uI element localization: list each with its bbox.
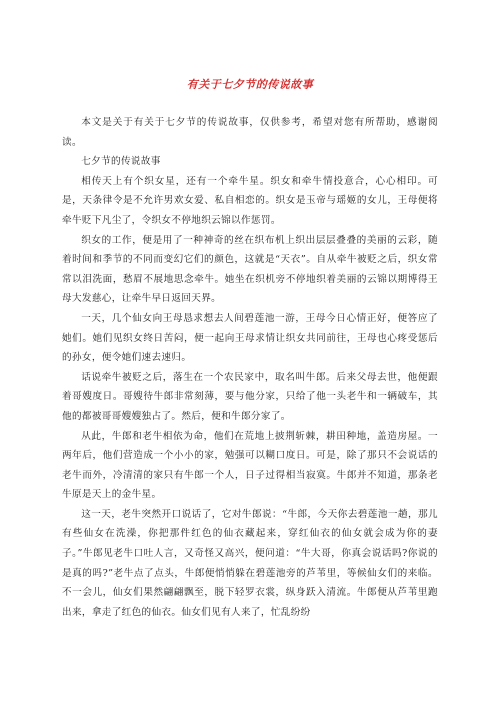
document-title: 有关于七夕节的传说故事 (186, 78, 314, 91)
intro-paragraph: 本文是关于有关于七夕节的传说故事，仅供参考，希望对您有所帮助，感谢阅读。 (62, 117, 438, 148)
body-paragraph: 话说牵牛被贬之后，落生在一个农民家中，取名叫牛郎。后来父母去世，他便跟着哥嫂度日。哥嫂待牛郎非常刻薄，要与他分家，只给了他一头老牛和一辆破车，其他的都被哥哥嫂嫂独占了。然后，便和牛郎分家了。 (62, 371, 438, 422)
body-paragraph: 一天，几个仙女向王母恳求想去人间碧莲池一游，王母今日心情正好，便答应了她们。她们见织女终日苦闷，便一起向王母求情让织女共同前往，王母也心疼受惩后的孙女，便令她们速去速归。 (62, 312, 438, 364)
body-paragraph: 织女的工作，便是用了一种神奇的丝在织布机上织出层层叠叠的美丽的云彩，随着时间和季节的不同而变幻它们的颜色，这就是“天衣”。自从牵牛被贬之后，织女常常以泪洗面，愁眉不展地思念牵牛。她坐在织机旁不停地织着美丽的云锦以期博得王母大发慈心，让牵牛早日返回天界。 (62, 234, 438, 305)
body-paragraph: 相传天上有个织女星，还有一个牵牛星。织女和牵牛情投意合，心心相印。可是，天条律令是不允许男欢女爱、私自相恋的。织女是玉帝与瑶姬的女儿，王母便将牵牛贬下凡尘了，令织女不停地织云锦以作惩罚。 (62, 175, 438, 226)
body-paragraph: 这一天，老牛突然开口说话了，它对牛郎说：“牛郎，今天你去碧莲池一趟，那儿有些仙女在洗澡，你把那件红色的仙衣藏起来，穿红仙衣的仙女就会成为你的妻子。”牛郎见老牛口吐人言，又奇怪又高兴，便问道：“牛大哥，你真会说话吗?你说的是真的吗?”老牛点了点头，牛郎便悄悄躲在碧莲池旁的芦苇里，等候仙女们的来临。不一会儿，仙女们果然翩翩飘至，脱下轻罗衣裳，纵身跃入清流。牛郎便从芦苇里跑出来，拿走了红色的仙衣。仙女们见有人来了，忙乱纷纷 (62, 508, 438, 618)
document-body (62, 113, 438, 622)
section-heading: 七夕节的传说故事 (81, 156, 161, 168)
body-paragraph: 从此，牛郎和老牛相依为命，他们在荒地上披荆斩棘，耕田种地，盖造房屋。一两年后，他们营造成一个小小的家，勉强可以糊口度日。可是，除了那只不会说话的老牛而外，冷清清的家只有牛郎一个人，日子过得相当寂寞。牛郎并不知道，那条老牛原是天上的金牛星。 (62, 430, 438, 501)
